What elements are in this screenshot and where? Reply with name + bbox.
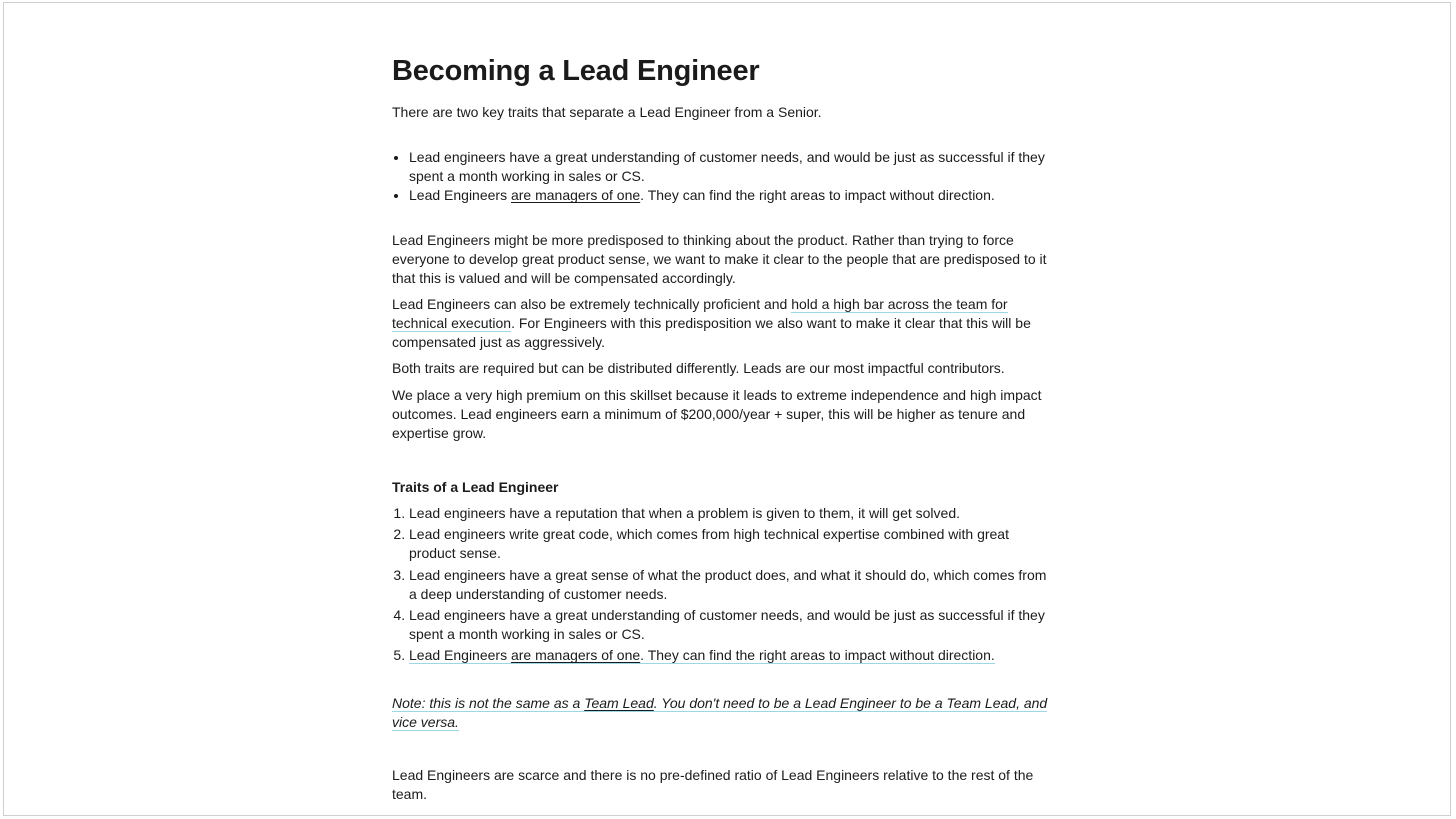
- technical-paragraph: Lead Engineers can also be extremely technically proficient and hold a high bar across the team for technical execution. For Engineers with this predisposition we also want to make it clear that this will be compensated just as aggressively.: [392, 296, 1031, 351]
- managers-of-one-link[interactable]: are managers of one: [510, 187, 641, 204]
- technical-bar-highlight: hold a high bar across the team for technical execution: [392, 296, 1008, 332]
- list-item: 4. Lead engineers have a great understanding of customer needs, and would be just as successful if they spent a month working in sales or CS.: [409, 606, 1056, 644]
- list-item: • Lead engineers have a great understanding of customer needs, and would be just as successful if they spent a month working in sales or CS.: [409, 148, 1056, 186]
- premium-paragraph: We place a very high premium on this skillset because it leads to extreme independence and high impact outcomes. Lead engineers earn a minimum of $200,000/year + super, this will be higher as tenure and expertise grow.: [392, 387, 1042, 442]
- product-paragraph: Lead Engineers might be more predisposed to thinking about the product. Rather than trying to force everyone to develop great product sense, we want to make it clear to the people that are predisposed to it that this is valued and will be compensated accordingly.: [392, 232, 1047, 287]
- both-traits-paragraph: Both traits are required but can be distributed differently. Leads are our most impactful contributors.: [392, 360, 1005, 376]
- list-item: 2. Lead engineers write great code, which comes from high technical expertise combined with great product sense.: [409, 525, 1056, 563]
- page-title: Becoming a Lead Engineer: [392, 55, 760, 87]
- team-lead-note: Note: this is not the same as a Team Lead. You don't need to be a Lead Engineer to be a Team Lead, and vice versa.: [392, 695, 1048, 731]
- list-item: 3. Lead engineers have a great sense of what the product does, and what it should do, which comes from a deep understanding of customer needs.: [409, 566, 1056, 604]
- traits-heading: Traits of a Lead Engineer: [392, 479, 559, 495]
- traits-list: [392, 504, 1056, 668]
- list-item: • Lead Engineers are managers of one. They can find the right areas to impact without direction.: [409, 186, 1056, 205]
- managers-of-one-link[interactable]: are managers of one: [510, 647, 641, 664]
- closing-paragraph: Lead Engineers are scarce and there is no pre-defined ratio of Lead Engineers relative to the rest of the team.: [392, 767, 1034, 803]
- key-traits-list: [392, 148, 1056, 206]
- team-lead-link[interactable]: Team Lead: [584, 695, 654, 711]
- list-item: 5. Lead Engineers are managers of one. They can find the right areas to impact without direction.: [409, 646, 1056, 665]
- document-frame: [3, 2, 1451, 816]
- list-item: 1. Lead engineers have a reputation that when a problem is given to them, it will get solved.: [409, 504, 1056, 523]
- intro-paragraph: There are two key traits that separate a Lead Engineer from a Senior.: [392, 104, 822, 120]
